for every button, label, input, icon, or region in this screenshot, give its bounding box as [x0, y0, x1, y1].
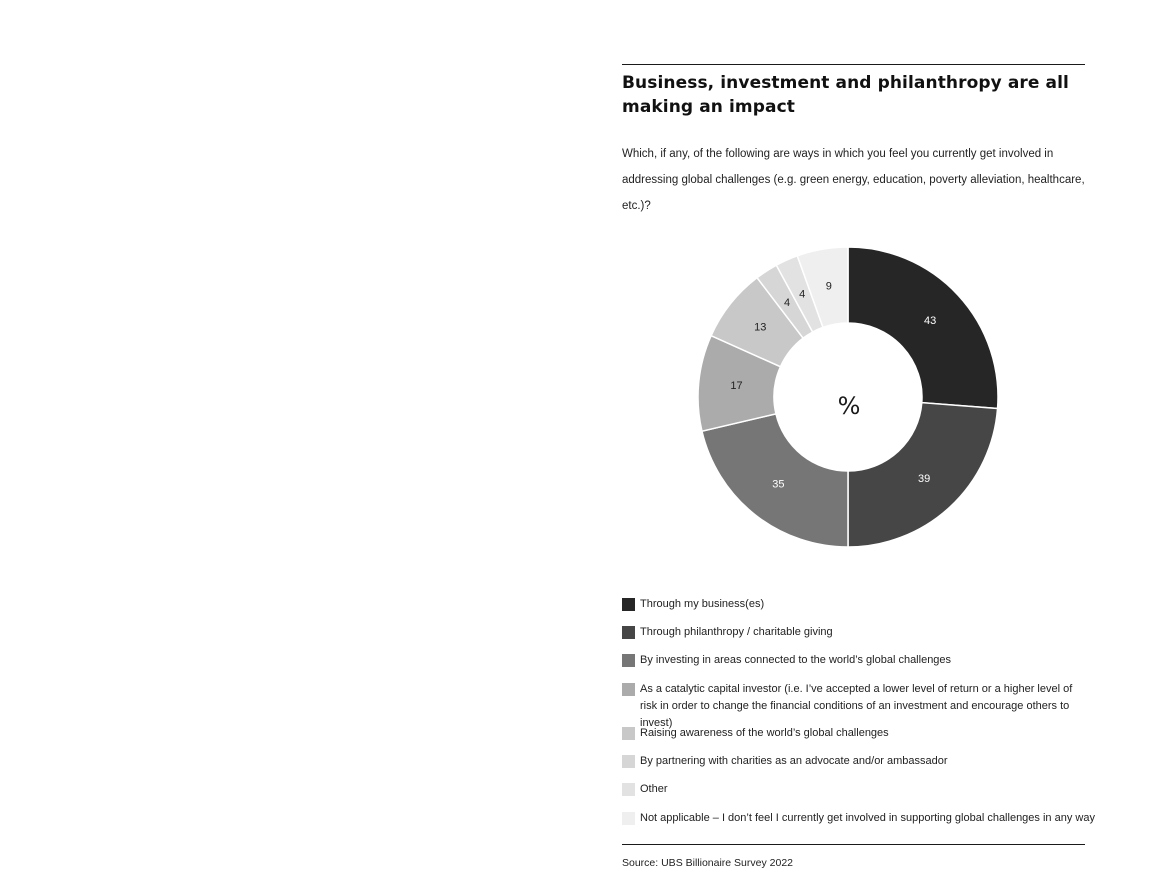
donut-center-label: %: [837, 392, 861, 420]
legend-swatch: [622, 683, 635, 696]
donut-slice-label: 13: [754, 321, 767, 334]
donut-slice-label: 35: [772, 478, 785, 491]
donut-slice-label: 9: [825, 280, 832, 293]
legend-swatch: [622, 812, 635, 825]
donut-slice-label: 4: [784, 296, 791, 309]
donut-slice-label: 43: [924, 314, 937, 327]
legend-label: Not applicable – I don’t feel I currently get involved in supporting global challenges in any way: [640, 812, 1095, 824]
donut-slice-label: 17: [730, 380, 743, 393]
donut-slice-label: 39: [917, 473, 931, 486]
legend-label: By investing in areas connected to the world’s global challenges: [640, 654, 952, 666]
legend-label-line: As a catalytic capital investor (i.e. I’ve accepted a lower level of return or a higher level of: [640, 683, 1073, 695]
legend-swatch: [622, 727, 635, 740]
donut-slice: [848, 247, 998, 408]
legend-label: Raising awareness of the world’s global challenges: [640, 727, 889, 739]
legend-label: Through philanthropy / charitable giving: [640, 626, 833, 638]
legend-label: By partnering with charities as an advocate and/or ambassador: [640, 755, 948, 767]
chart-panel: [622, 64, 1085, 219]
survey-question: Which, if any, of the following are ways in which you feel you currently get involved in addressing global challenges (e.g. green energy, education, poverty alleviation, healthcare, etc.)?: [622, 148, 1085, 212]
legend-swatch: [622, 755, 635, 768]
legend-swatch: [622, 654, 635, 667]
legend-swatch: [622, 783, 635, 796]
legend-swatch: [622, 598, 635, 611]
source-note: Source: UBS Billionaire Survey 2022: [622, 857, 794, 869]
chart-title: Business, investment and philanthropy are all making an impact: [622, 73, 1069, 117]
legend-label: Other: [640, 783, 668, 795]
legend-swatch: [622, 626, 635, 639]
legend-label: Through my business(es): [640, 598, 765, 610]
donut-slice-label: 4: [799, 288, 806, 301]
bottom-rule: [622, 844, 1085, 845]
top-rule: [622, 64, 1085, 65]
donut-chart-svg: [622, 240, 1085, 560]
legend-label-line: risk in order to change the financial conditions of an investment and encourage others to invest): [640, 700, 1070, 729]
donut-chart: [622, 240, 1085, 560]
